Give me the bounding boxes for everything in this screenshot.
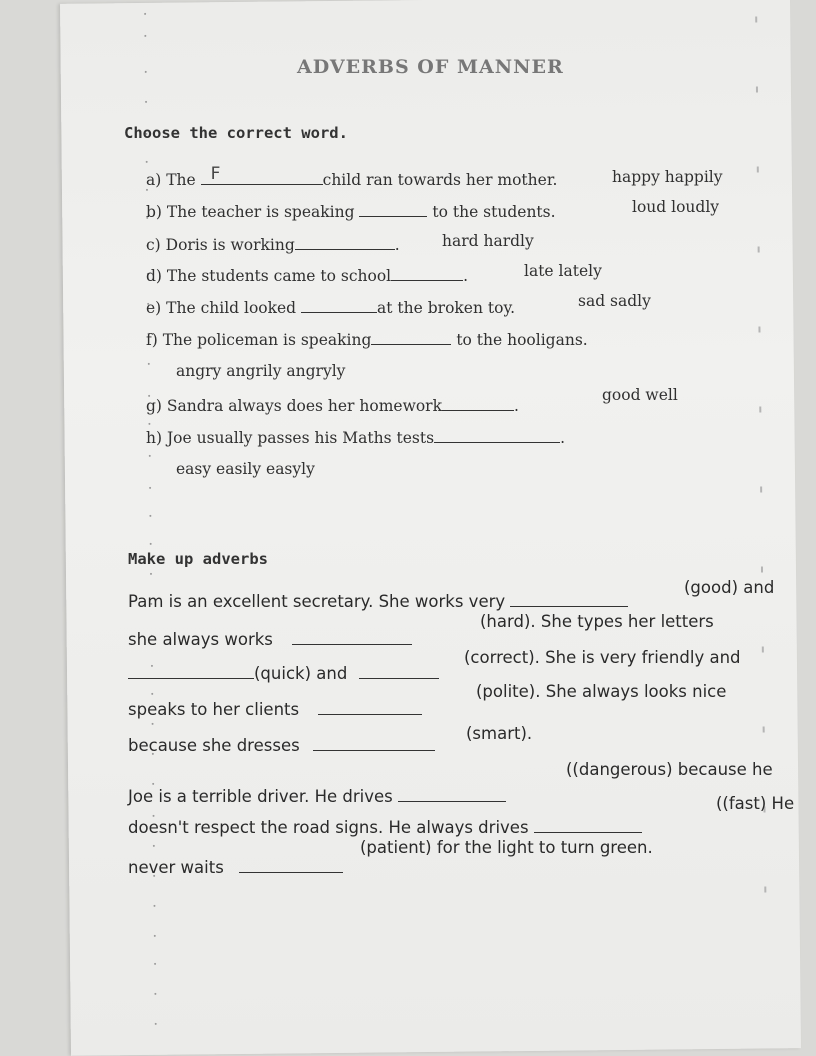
answer-blank[interactable] [318, 698, 422, 715]
hint-correct: (correct). She is very friendly and [464, 648, 741, 667]
item-text: g) Sandra always does her homework [146, 397, 442, 415]
item-text: at the broken toy. [377, 299, 516, 317]
options-d: late lately [524, 262, 602, 280]
exercise-item-a [146, 164, 558, 189]
exercise-item-c [146, 233, 400, 254]
hint-good: (good) and [684, 578, 775, 597]
item-text: b) The teacher is speaking [146, 203, 360, 221]
answer-blank[interactable] [398, 785, 506, 802]
page-edge-marks [755, 0, 769, 1048]
answer-blank[interactable] [434, 426, 560, 443]
answer-blank[interactable] [128, 662, 254, 679]
hint-dangerous: ((dangerous) because he [566, 760, 773, 779]
hint-patient: (patient) for the light to turn green. [360, 838, 653, 857]
item-text: h) Joe usually passes his Maths tests [146, 429, 435, 447]
para-text: Joe is a terrible driver. He drives [128, 787, 393, 806]
paragraph-joe-line-3 [128, 856, 343, 877]
exercise-item-e [146, 296, 515, 317]
answer-blank[interactable] [201, 164, 323, 185]
options-g: good well [602, 386, 678, 404]
item-text: e) The child looked [146, 299, 302, 317]
paragraph-pam-line-4 [128, 698, 422, 719]
answer-blank[interactable] [359, 200, 427, 217]
para-text: Pam is an excellent secretary. She works very [128, 592, 506, 611]
hint-smart: (smart). [466, 724, 533, 743]
para-text: never waits [128, 858, 224, 877]
item-text: . [513, 397, 519, 415]
answer-blank[interactable] [295, 233, 395, 250]
answer-blank[interactable] [301, 296, 377, 313]
exercise-item-b [146, 200, 556, 221]
hint-fast: ((fast) He [716, 794, 795, 813]
para-text: (quick) and [254, 664, 348, 683]
item-text: a) The [146, 171, 201, 189]
exercise-item-d [146, 264, 468, 285]
answer-blank[interactable] [313, 734, 435, 751]
answer-blank[interactable] [359, 662, 439, 679]
para-text: doesn't respect the road signs. He always drives [128, 818, 529, 837]
options-a: happy happily [612, 168, 723, 186]
answer-blank[interactable] [442, 394, 514, 411]
paragraph-pam-line-2 [128, 628, 412, 649]
answer-blank[interactable] [510, 590, 628, 607]
para-text: she always works [128, 630, 273, 649]
item-text: c) Doris is working [146, 236, 295, 254]
item-text: . [394, 236, 400, 254]
para-text: speaks to her clients [128, 700, 300, 719]
item-text: . [463, 267, 469, 285]
item-text: . [560, 429, 565, 447]
worksheet-page [60, 0, 801, 1056]
item-text: f) The policeman is speaking [146, 331, 372, 349]
hint-hard: (hard). She types her letters [480, 612, 714, 631]
options-c: hard hardly [442, 232, 534, 250]
hint-polite: (polite). She always looks nice [476, 682, 727, 701]
page-title: ADVERBS OF MANNER [297, 56, 564, 78]
item-text: d) The students came to school [146, 267, 392, 285]
item-text: child ran towards her mother. [322, 171, 558, 189]
item-text: to the hooligans. [451, 331, 588, 349]
paragraph-pam-line-1 [128, 590, 628, 611]
exercise-item-f [146, 328, 588, 349]
options-h: easy easily easyly [176, 460, 315, 478]
options-e: sad sadly [578, 292, 651, 310]
paragraph-pam-line-5 [128, 734, 435, 755]
para-text: because she dresses [128, 736, 300, 755]
paragraph-joe-line-2 [128, 816, 642, 837]
section-heading-make-up: Make up adverbs [128, 550, 268, 568]
section-heading-choose: Choose the correct word. [124, 124, 348, 142]
paragraph-joe-line-1 [128, 785, 506, 806]
options-b: loud loudly [632, 198, 720, 216]
exercise-item-h [146, 426, 565, 447]
options-f: angry angrily angryly [176, 362, 346, 380]
answer-blank[interactable] [391, 264, 463, 281]
paragraph-pam-line-3 [128, 662, 439, 683]
answer-blank[interactable] [534, 816, 642, 833]
answer-blank[interactable] [239, 856, 343, 873]
item-text: to the students. [427, 203, 556, 221]
answer-blank[interactable] [371, 328, 451, 345]
binding-holes [144, 3, 159, 1055]
handwritten-answer: F [210, 164, 221, 184]
exercise-item-g [146, 394, 519, 415]
answer-blank[interactable] [292, 628, 412, 645]
